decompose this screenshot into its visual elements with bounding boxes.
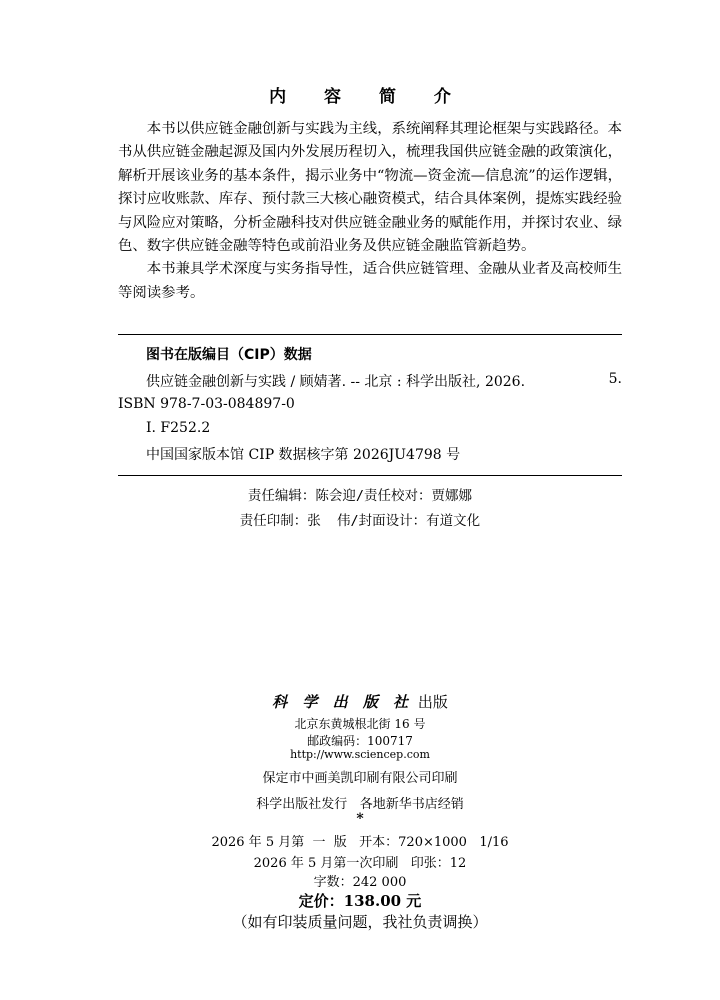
cip-isbn: ISBN 978-7-03-084897-0 [118, 396, 295, 412]
word-count: 字数：242 000 [313, 875, 407, 890]
cip-classification: Ⅰ. F252.2 [146, 420, 211, 436]
publisher-address: 北京东黄城根北街 16 号 [294, 717, 426, 731]
summary-paragraph-2: 本书兼具学术深度与实务指导性，适合供应链管理、金融从业者及高校师生等阅读参考。 [118, 261, 622, 301]
postal-code: 邮政编码：100717 [307, 734, 413, 748]
quality-note: （如有印装质量问题，我社负责调换） [232, 913, 488, 931]
publisher-suffix: 出版 [417, 693, 448, 711]
cip-record-number: 中国国家版本馆 CIP 数据核字第 2026JU4798 号 [146, 447, 461, 463]
cip-heading: 图书在版编目（CIP）数据 [146, 347, 312, 363]
cip-catalog-month: 5. [608, 371, 622, 387]
publisher-website: http://www.sciencep.com [290, 748, 430, 761]
edition-info: 2026 年 5 月第 一 版 开本：720×1000 1/16 [211, 835, 509, 850]
editor-credits: 责任编辑：陈会迎/责任校对：贾娜娜 [247, 488, 473, 504]
publisher-line [0, 691, 720, 712]
page-title: 内 容 简 介 [269, 87, 467, 107]
book-summary [118, 118, 622, 305]
printing-info: 2026 年 5 月第一次印刷 印张：12 [253, 856, 467, 871]
divider-top [118, 334, 622, 335]
cip-catalog-line: 供应链金融创新与实践 / 顾婧著. -- 北京 : 科学出版社, 2026. [146, 374, 526, 390]
divider-bottom [118, 475, 622, 476]
summary-paragraph-1: 本书以供应链金融创新与实践为主线，系统阐释其理论框架与实践路径。本书从供应链金融起源及国内外发展历程切入，梳理我国供应链金融的政策演化，解析开展该业务的基本条件，揭示业务中“物流—资金流—信息流”的运作逻辑，探讨应收账款、库存、预付款三大核心融资模式，结合具体案例，提炼实践经验与风险应对策略，分析金融科技对供应链金融业务的赋能作用，并探讨农业、绿色、数字供应链金融等特色或前沿业务及供应链金融监管新趋势。 [118, 121, 622, 255]
publisher-brand: 科 学 出 版 社 [272, 693, 414, 711]
distribution-info: 科学出版社发行 各地新华书店经销 [256, 797, 464, 812]
separator-star: * [356, 811, 364, 827]
printer-info: 保定市中画美凯印刷有限公司印刷 [262, 771, 458, 786]
production-credits: 责任印制：张 伟/封面设计：有道文化 [239, 513, 481, 529]
book-price: 定价：138.00 元 [298, 892, 422, 910]
